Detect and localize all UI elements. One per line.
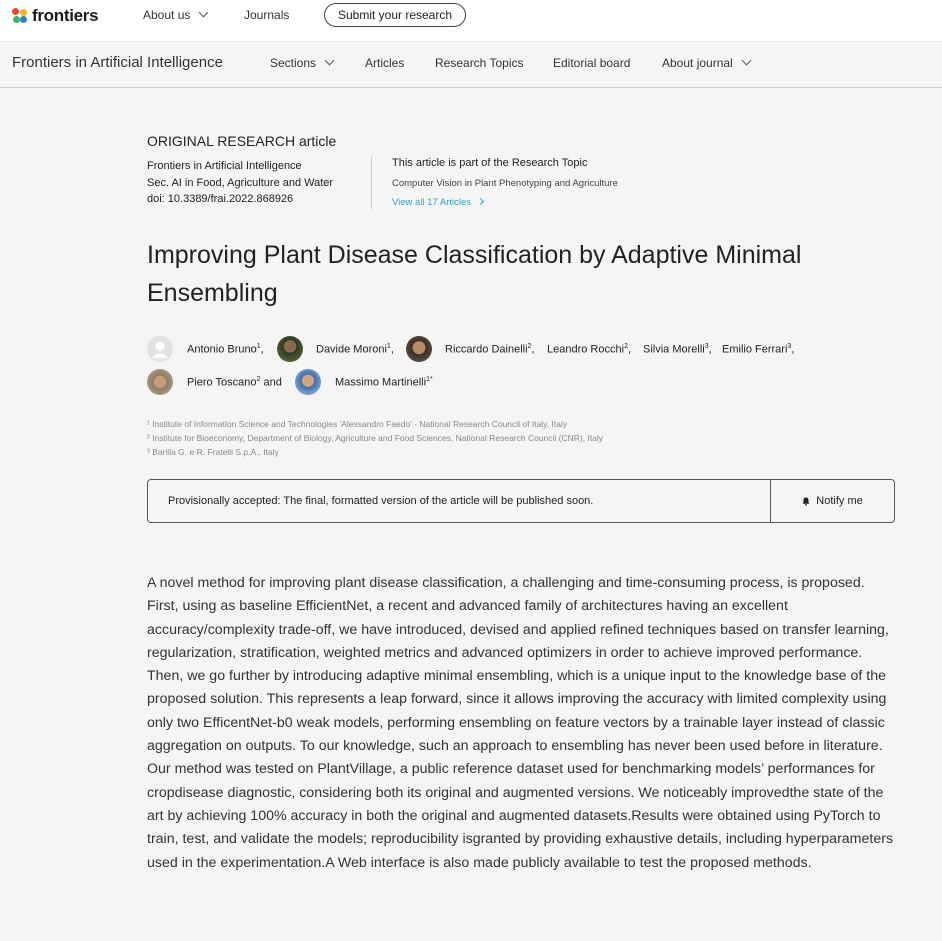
author-separator: , [390,343,394,356]
journal-nav-about-journal[interactable] [662,56,750,70]
author-name[interactable] [187,376,282,389]
author-separator: and [260,376,282,389]
submit-research-button[interactable]: Submit your research [324,3,466,27]
author-name-text: Silvia Morelli [643,343,705,356]
nav-about-us[interactable] [143,0,207,30]
chevron-right-icon [477,198,484,205]
notice-text: Provisionally accepted: The final, formatted version of the article will be published soon. [168,495,594,507]
nav-journals[interactable] [244,0,289,30]
affiliation-1: ¹ Institute of Information Science and Technologies 'Alessandro Faedo' - National Research Council of Italy, Italy [147,419,568,429]
view-all-articles-label: View all 17 Articles [392,197,472,208]
author-avatar-placeholder[interactable] [147,336,173,362]
nav-journals-label: Journals [244,8,290,22]
author-affiliation-number: 1* [426,376,433,383]
author-avatar[interactable] [147,369,173,395]
research-topic-heading: This article is part of the Research Topic [392,157,588,169]
article-doi[interactable]: doi: 10.3389/frai.2022.868926 [147,193,294,205]
author-name[interactable] [187,343,264,356]
author-name-text: Antonio Bruno [187,343,257,356]
site-header [0,0,942,42]
journal-nav-sections-label: Sections [270,56,317,70]
journal-nav-editorial-board[interactable] [553,56,630,70]
journal-nav-articles-label: Articles [365,56,405,70]
meta-divider [371,157,372,209]
journal-nav-research-topics[interactable] [435,56,524,70]
author-separator: , [260,343,264,356]
author-affiliation-number: 2 [624,343,628,350]
author-name[interactable] [722,343,794,356]
affiliation-2: ² Institute for Bioeconomy, Department of Biology, Agriculture and Food Sciences, National Research Council (CNR), Italy [147,433,604,443]
frontiers-logo-icon [12,8,28,24]
journal-nav-about-journal-label: About journal [662,56,733,70]
journal-nav-sections[interactable] [270,56,333,70]
journal-nav-articles[interactable] [365,56,404,70]
journal-header [0,42,942,88]
author-affiliation-number: 1 [256,343,261,350]
affiliation-3: ³ Barilla G. e R. Fratelli S.p.A., Italy [147,447,279,457]
research-topic-name[interactable]: Computer Vision in Plant Phenotyping and Agriculture [392,178,618,189]
article-abstract: A novel method for improving plant disease classification, a challenging and time-consuming process, is proposed. First, using as baseline EfficientNet, a recent and advanced family of architectures having an excellent accuracy/complexity trade-off, we have introduced, devised and applied refined techniques based on transfer learning, regularization, stratification, weighted metrics and advanced optimizers in order to achieve improved performance. Then, we go further by introducing adaptive minimal ensembling, which is a unique input to the knowledge base of the proposed solution. This represents a leap forward, since it allows improving the accuracy with limited complexity using only two EfficentNet-b0 weak models, performing ensembling on feature vectors by a trainable layer instead of classic aggregation on outputs. To our knowledge, such an approach to ensembling has never been used before in literature. Our method was tested on PlantVillage, a public reference dataset used for benchmarking models’ performances for cropdisease diagnostic, considering both its original and augmented versions. We noticeably improvedthe state of the art by achieving 100% accuracy in both the original and augmented datasets.Results were obtained using PyTorch to train, test, and validate the models; reproducibility isgranted by providing exhaustive details, including hyperparameters used in the experimentation.A Web interface is also made publicly available to test the proposed methods. [147,575,894,871]
author-name-text: Leandro Rocchi [547,343,625,356]
author-affiliation-number: 1 [386,343,391,350]
author-affiliation-number: 2 [527,343,532,350]
author-avatar[interactable] [406,336,432,362]
journal-nav-editorial-board-label: Editorial board [553,56,631,70]
provisional-acceptance-notice [147,479,895,523]
author-affiliation-number: 3 [704,343,709,350]
logo-text: frontiers [32,6,99,25]
author-name-text: Davide Moroni [316,343,387,356]
view-all-articles-link[interactable] [392,197,483,208]
author-name[interactable] [547,343,631,356]
article-type-label: ORIGINAL RESEARCH article [147,133,337,149]
article-title: Improving Plant Disease Classification by Adaptive Minimal Ensembling [147,241,802,307]
author-name-text: Riccardo Dainelli [445,343,528,356]
journal-name[interactable]: Frontiers in Artificial Intelligence [12,54,223,71]
journal-nav-research-topics-label: Research Topics [435,56,524,70]
notify-me-button[interactable] [771,480,894,522]
author-name[interactable] [335,376,433,389]
notify-me-label: Notify me [816,495,863,507]
nav-about-us-label: About us [143,8,191,22]
author-separator: , [791,343,795,356]
author-name-text: Massimo Martinelli [335,376,427,389]
author-name[interactable] [316,343,394,356]
author-name[interactable] [643,343,712,356]
author-avatar[interactable] [277,336,303,362]
author-separator: , [531,343,535,356]
bell-icon [802,497,810,506]
author-separator: , [708,343,712,356]
author-affiliation-number: 3 [787,343,792,350]
chevron-down-icon [741,55,751,65]
author-separator: , [627,343,632,356]
frontiers-logo[interactable] [12,5,98,27]
chevron-down-icon [199,7,209,17]
author-name-text: Emilio Ferrari [722,343,788,356]
user-icon [147,336,173,362]
author-name[interactable] [445,343,535,356]
article-journal: Frontiers in Artificial Intelligence [147,160,302,172]
article-section: Sec. AI in Food, Agriculture and Water [147,177,334,189]
chevron-down-icon [325,55,335,65]
author-affiliation-number: 2 [256,376,261,383]
author-avatar[interactable] [295,369,321,395]
author-name-text: Piero Toscano [187,376,257,389]
